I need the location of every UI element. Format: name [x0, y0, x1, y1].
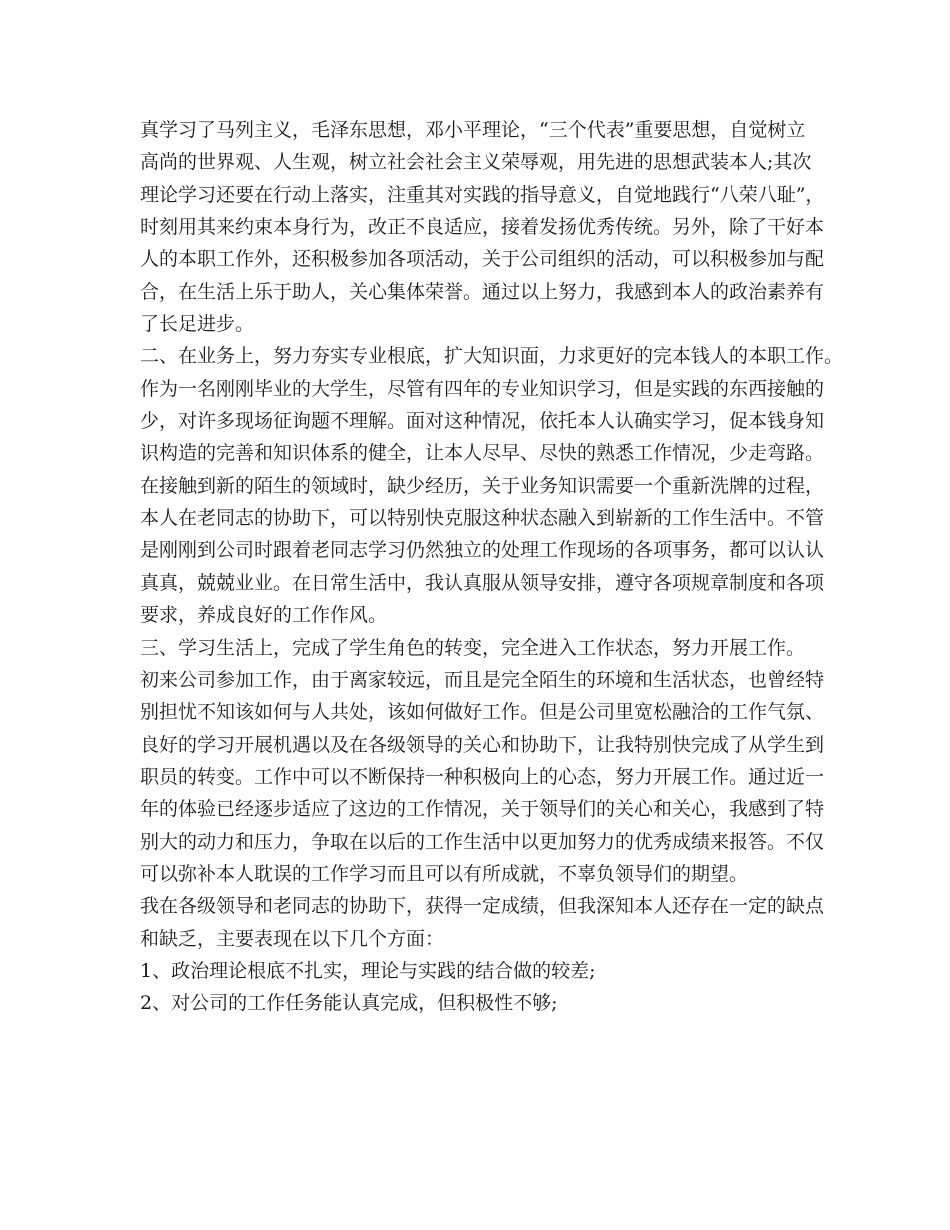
section-heading-line: 三、学习生活上，完成了学生角色的转变，完全进入工作状态，努力开展工作。	[140, 636, 806, 659]
text-line: 真真，兢兢业业。在日常生活中，我认真服从领导安排，遵守各项规章制度和各项	[140, 571, 825, 594]
text-line: 职员的转变。工作中可以不断保持一种积极向上的心态，努力开展工作。通过近一	[140, 765, 825, 788]
text-line: 少，对许多现场征询题不理解。面对这种情况，依托本人认确实学习，促本钱身知	[140, 410, 825, 433]
text-line: 可以弥补本人耽误的工作学习而且可以有所成就，不辜负领导们的期望。	[140, 862, 749, 885]
text-line: 别担忧不知该如何与人共处，该如何做好工作。但是公司里宽松融洽的工作气氛、	[140, 701, 825, 724]
text-line: 理论学习还要在行动上落实，注重其对实践的指导意义，自觉地践行“八荣八耻”，	[140, 183, 825, 206]
text-line: 初来公司参加工作，由于离家较远，而且是完全陌生的环境和生活状态，也曾经特	[140, 668, 825, 691]
text-line: 作为一名刚刚毕业的大学生，尽管有四年的专业知识学习，但是实践的东西接触的	[140, 377, 825, 400]
text-line: 合，在生活上乐于助人，关心集体荣誉。通过以上努力，我感到本人的政治素养有	[140, 280, 825, 303]
text-line: 了长足进步。	[140, 313, 255, 336]
text-line: 良好的学习开展机遇以及在各级领导的关心和协助下，让我特别快完成了从学生到	[140, 733, 825, 756]
text-line: 别大的动力和压力，争取在以后的工作生活中以更加努力的优秀成绩来报答。不仅	[140, 830, 825, 853]
text-line: 年的体验已经逐步适应了这边的工作情况，关于领导们的关心和关心，我感到了特	[140, 798, 825, 821]
text-line: 要求，养成良好的工作作风。	[140, 604, 388, 627]
text-line: 在接触到新的陌生的领域时，缺少经历，关于业务知识需要一个重新洗牌的过程，	[140, 474, 825, 497]
text-line: 人的本职工作外，还积极参加各项活动，关于公司组织的活动，可以积极参加与配	[140, 248, 825, 271]
text-line: 识构造的完善和知识体系的健全，让本人尽早、尽快的熟悉工作情况，少走弯路。	[140, 442, 825, 465]
document-body	[140, 114, 844, 1020]
list-item: 1、政治理论根底不扎实，理论与实践的结合做的较差;	[140, 959, 596, 982]
text-line: 时刻用其来约束本身行为，改正不良适应，接着发扬优秀传统。另外，除了干好本	[140, 216, 825, 239]
text-line: 是刚刚到公司时跟着老同志学习仍然独立的处理工作现场的各项事务，都可以认认	[140, 539, 825, 562]
text-line: 高尚的世界观、人生观，树立社会社会主义荣辱观，用先进的思想武装本人;其次	[140, 151, 812, 174]
section-heading-line: 二、在业务上，努力夯实专业根底，扩大知识面，力求更好的完本钱人的本职工作。	[140, 345, 844, 368]
list-item: 2、对公司的工作任务能认真完成，但积极性不够;	[140, 992, 558, 1015]
text-line: 我在各级领导和老同志的协助下，获得一定成绩，但我深知本人还存在一定的缺点	[140, 895, 825, 918]
text-line: 真学习了马列主义，毛泽东思想，邓小平理论，“三个代表”重要思想，自觉树立	[140, 119, 806, 141]
text-line: 本人在老同志的协助下，可以特别快克服这种状态融入到崭新的工作生活中。不管	[140, 507, 825, 530]
text-line: 和缺乏，主要表现在以下几个方面：	[140, 927, 445, 950]
